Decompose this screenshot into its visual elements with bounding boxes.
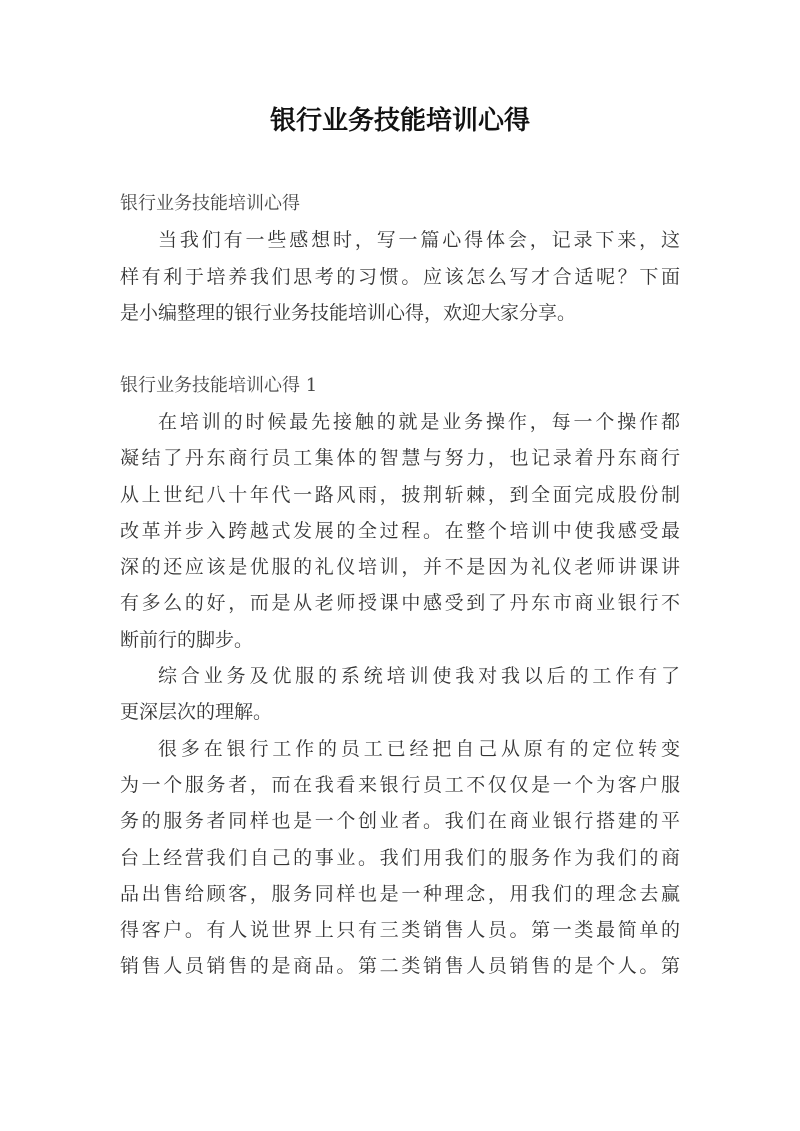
text-line: 是小编整理的银行业务技能培训心得，欢迎大家分享。	[120, 301, 577, 324]
document-title: 银行业务技能培训心得	[269, 106, 530, 136]
text-line: 有多么的好，而是从老师授课中感受到了丹东市商业银行不	[120, 592, 680, 615]
text-line: 为一个服务者，而在我看来银行员工不仅仅是一个为客户服	[120, 773, 680, 796]
text-line: 样有利于培养我们思考的习惯。应该怎么写才合适呢？下面	[120, 265, 680, 288]
spacer	[120, 331, 680, 368]
intro-paragraph	[120, 222, 680, 331]
text-line: 很多在银行工作的员工已经把自己从原有的定位转变	[158, 737, 680, 760]
text-line: 得客户。有人说世界上只有三类销售人员。第一类最简单的	[120, 919, 680, 942]
text-line: 当我们有一些感想时，写一篇心得体会，记录下来，这	[158, 229, 680, 252]
paragraph	[120, 658, 680, 731]
text-line: 在培训的时候最先接触的就是业务操作，每一个操作都	[158, 410, 680, 433]
text-line: 断前行的脚步。	[120, 628, 254, 651]
paragraph	[120, 404, 680, 658]
paragraph	[120, 731, 680, 985]
text-line: 凝结了丹东商行员工集体的智慧与努力，也记录着丹东商行	[120, 447, 680, 470]
text-line: 深的还应该是优服的礼仪培训，并不是因为礼仪老师讲课讲	[120, 556, 680, 579]
text-line: 更深层次的理解。	[120, 701, 273, 724]
text-line: 台上经营我们自己的事业。我们用我们的服务作为我们的商	[120, 846, 680, 869]
text-line: 改革并步入跨越式发展的全过程。在整个培训中使我感受最	[120, 519, 680, 542]
text-line: 销售人员销售的是商品。第二类销售人员销售的是个人。第	[120, 955, 680, 978]
text-line: 务的服务者同样也是一个创业者。我们在商业银行搭建的平	[120, 810, 680, 833]
text-line: 品出售给顾客，服务同样也是一种理念，用我们的理念去赢	[120, 882, 680, 905]
text-line: 综合业务及优服的系统培训使我对我以后的工作有了	[158, 665, 680, 688]
section-heading: 银行业务技能培训心得 1	[120, 374, 318, 396]
document-body	[120, 186, 680, 985]
intro-heading: 银行业务技能培训心得	[120, 193, 300, 214]
text-line: 从上世纪八十年代一路风雨，披荆斩棘，到全面完成股份制	[120, 483, 680, 506]
